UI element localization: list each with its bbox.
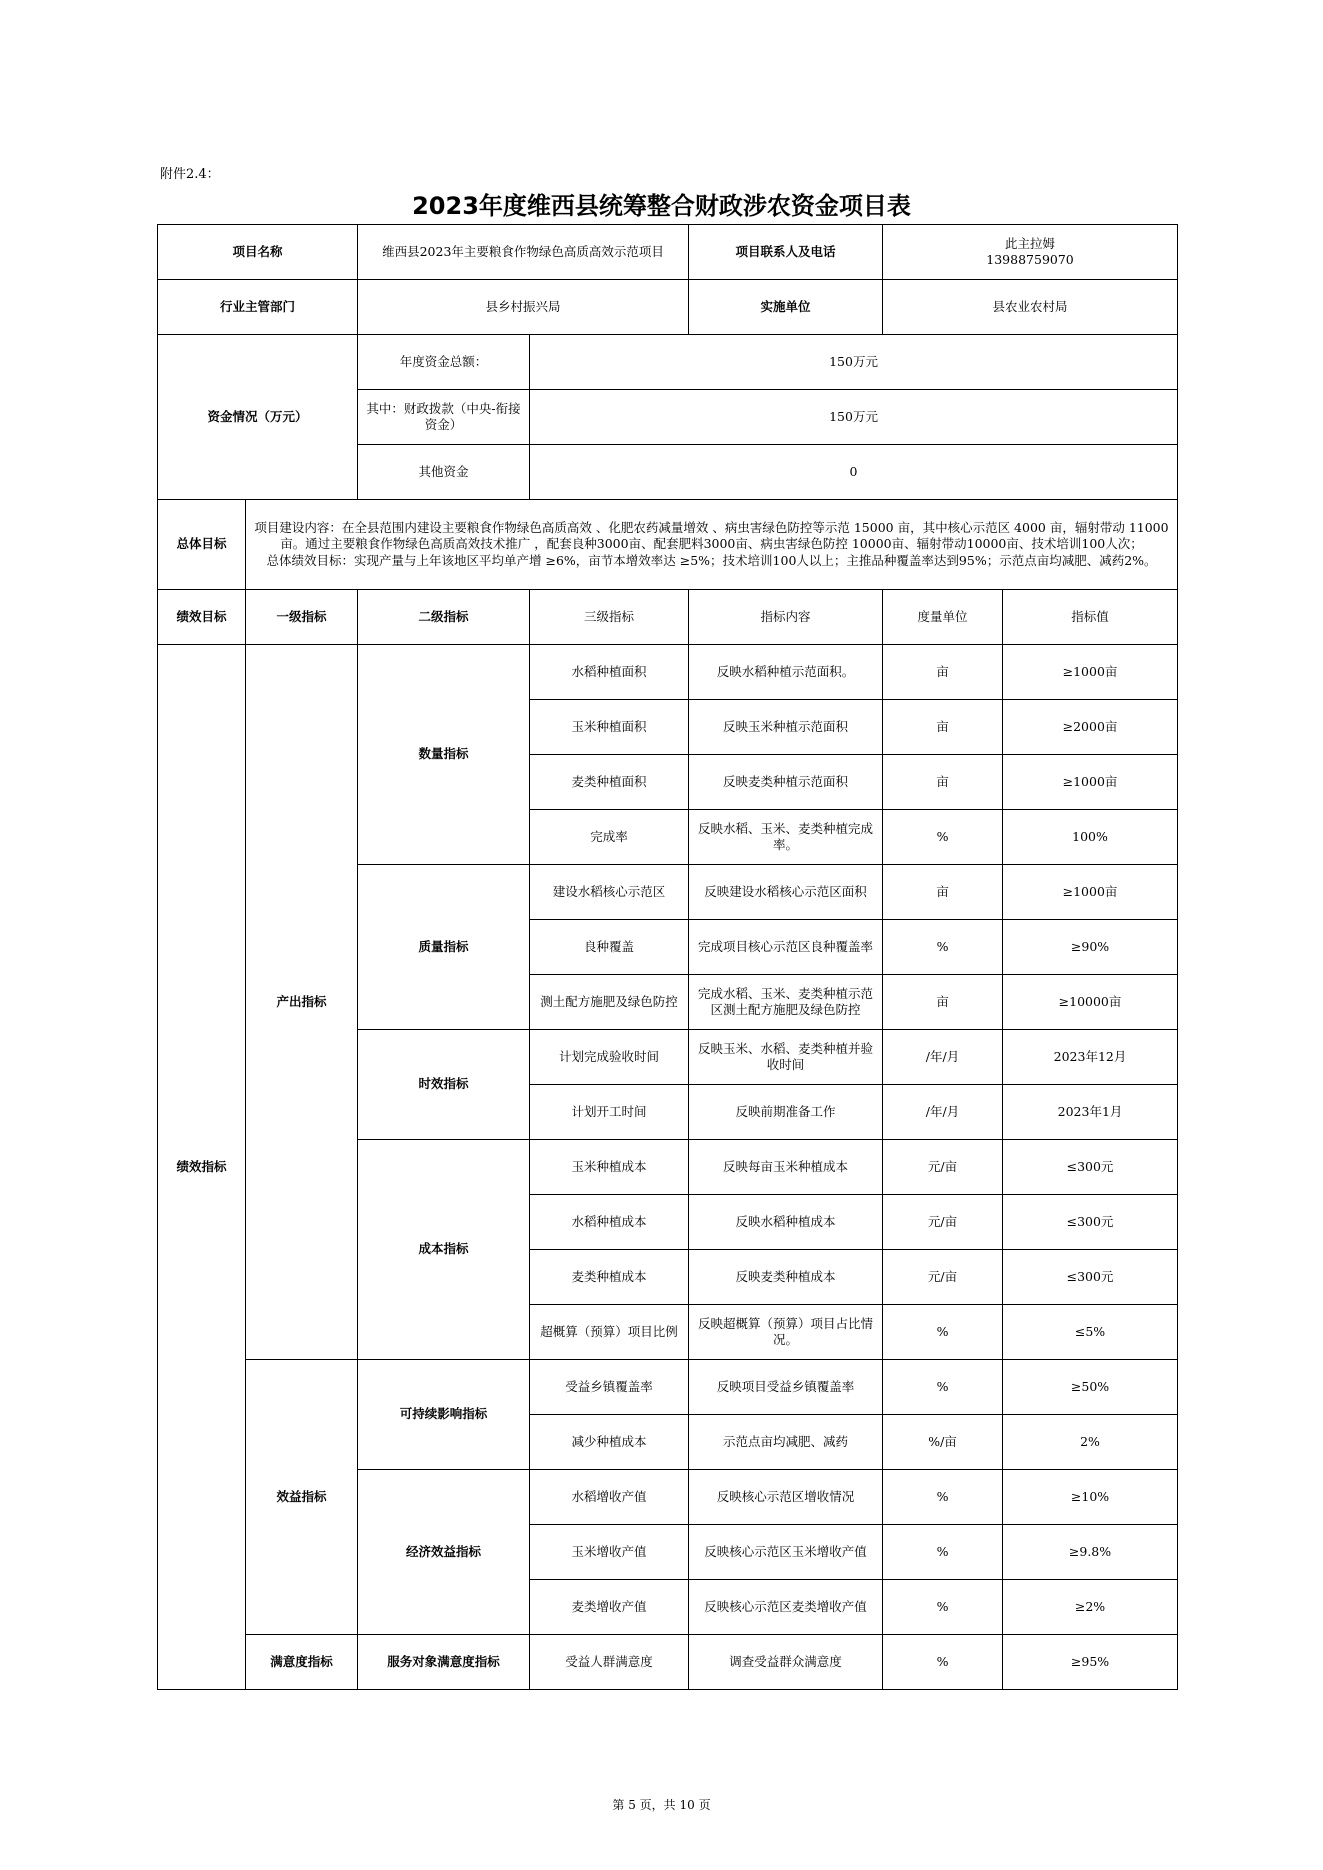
funds-other-label: 其他资金 [358, 445, 530, 500]
unit-cell: 亩 [883, 645, 1003, 700]
funds-total-label: 年度资金总额： [358, 335, 530, 390]
l3-cell: 玉米增收产值 [530, 1525, 689, 1580]
l3-cell: 计划开工时间 [530, 1085, 689, 1140]
dept-label: 行业主管部门 [158, 280, 358, 335]
l3-cell: 麦类种植面积 [530, 755, 689, 810]
l2-cost: 成本指标 [358, 1140, 530, 1360]
l3-cell: 超概算（预算）项目比例 [530, 1305, 689, 1360]
value-cell: 2023年12月 [1003, 1030, 1178, 1085]
content-cell: 反映玉米种植示范面积 [689, 700, 883, 755]
unit-cell: 元/亩 [883, 1140, 1003, 1195]
unit-cell: % [883, 1525, 1003, 1580]
content-cell: 完成项目核心示范区良种覆盖率 [689, 920, 883, 975]
funds-fiscal-value: 150万元 [530, 390, 1178, 445]
unit-cell: 亩 [883, 755, 1003, 810]
value-cell: ≥10000亩 [1003, 975, 1178, 1030]
unit-cell: % [883, 810, 1003, 865]
l3-cell: 测土配方施肥及绿色防控 [530, 975, 689, 1030]
content-cell: 示范点亩均减肥、减药 [689, 1415, 883, 1470]
l2-quality: 质量指标 [358, 865, 530, 1030]
l3-cell: 麦类增收产值 [530, 1580, 689, 1635]
goal-line2: 总体绩效目标：实现产量与上年该地区平均单产增 ≥6%，亩节本增效率达 ≥5%；技术培训100人以上；主推品种覆盖率达到95%；示范点亩均减肥、减药2%。 [266, 552, 1157, 568]
unit-cell: % [883, 920, 1003, 975]
value-cell: ≥1000亩 [1003, 865, 1178, 920]
l3-cell: 良种覆盖 [530, 920, 689, 975]
l3-cell: 完成率 [530, 810, 689, 865]
unit-cell: /年/月 [883, 1085, 1003, 1140]
contact-name: 此主拉姆 [1005, 235, 1056, 251]
value-cell: ≥2% [1003, 1580, 1178, 1635]
content-cell: 反映核心示范区玉米增收产值 [689, 1525, 883, 1580]
header-unit: 度量单位 [883, 590, 1003, 645]
project-name-label: 项目名称 [158, 225, 358, 280]
contact-value [883, 225, 1178, 280]
unit-cell: % [883, 1305, 1003, 1360]
header-level1: 一级指标 [246, 590, 358, 645]
content-cell: 反映建设水稻核心示范区面积 [689, 865, 883, 920]
header-perf-goal: 绩效目标 [158, 590, 246, 645]
project-name-value: 维西县2023年主要粮食作物绿色高质高效示范项目 [358, 225, 689, 280]
l2-timeliness: 时效指标 [358, 1030, 530, 1140]
header-value: 指标值 [1003, 590, 1178, 645]
l3-cell: 玉米种植成本 [530, 1140, 689, 1195]
l2-economic: 经济效益指标 [358, 1470, 530, 1635]
goal-content [246, 500, 1178, 590]
perf-indicator-label: 绩效指标 [158, 645, 246, 1690]
table-row [158, 1360, 1178, 1415]
content-cell: 调查受益群众满意度 [689, 1635, 883, 1690]
value-cell: 2% [1003, 1415, 1178, 1470]
unit-label: 实施单位 [689, 280, 883, 335]
unit-cell: 亩 [883, 865, 1003, 920]
l3-cell: 受益人群满意度 [530, 1635, 689, 1690]
content-cell: 反映水稻种植成本 [689, 1195, 883, 1250]
page-footer: 第 5 页，共 10 页 [612, 1798, 711, 1812]
unit-cell: %/亩 [883, 1415, 1003, 1470]
unit-cell: 元/亩 [883, 1195, 1003, 1250]
l3-cell: 水稻种植成本 [530, 1195, 689, 1250]
l3-cell: 建设水稻核心示范区 [530, 865, 689, 920]
content-cell: 反映麦类种植成本 [689, 1250, 883, 1305]
content-cell: 反映超概算（预算）项目占比情况。 [689, 1305, 883, 1360]
unit-cell: % [883, 1470, 1003, 1525]
content-cell: 反映项目受益乡镇覆盖率 [689, 1360, 883, 1415]
funds-fiscal-label: 其中：财政拨款（中央-衔接资金） [358, 390, 530, 445]
unit-cell: /年/月 [883, 1030, 1003, 1085]
content-cell: 反映水稻、玉米、麦类种植完成率。 [689, 810, 883, 865]
goal-label: 总体目标 [158, 500, 246, 590]
content-cell: 反映前期准备工作 [689, 1085, 883, 1140]
unit-cell: 亩 [883, 975, 1003, 1030]
content-cell: 反映每亩玉米种植成本 [689, 1140, 883, 1195]
value-cell: ≤300元 [1003, 1195, 1178, 1250]
l2-quantity: 数量指标 [358, 645, 530, 865]
content-cell: 完成水稻、玉米、麦类种植示范区测土配方施肥及绿色防控 [689, 975, 883, 1030]
unit-cell: % [883, 1360, 1003, 1415]
l2-service: 服务对象满意度指标 [358, 1635, 530, 1690]
l3-cell: 受益乡镇覆盖率 [530, 1360, 689, 1415]
value-cell: ≥2000亩 [1003, 700, 1178, 755]
header-level3: 三级指标 [530, 590, 689, 645]
value-cell: ≤300元 [1003, 1140, 1178, 1195]
value-cell: ≥9.8% [1003, 1525, 1178, 1580]
table-row [158, 1635, 1178, 1690]
l3-cell: 玉米种植面积 [530, 700, 689, 755]
funds-label: 资金情况（万元） [158, 335, 358, 500]
l1-benefit: 效益指标 [246, 1360, 358, 1635]
goal-line1: 项目建设内容：在全县范围内建设主要粮食作物绿色高质高效 、化肥农药减量增效 、病虫害绿色防控等示范 15000 亩，其中核心示范区 4000 亩，辐射带动 11000 亩。通过主要粮食作物绿色高质高效技术推广 ，配套良种3000亩、配套肥料3000亩、病虫害绿色防控 10000亩、辐射带动10000亩、技术培训100人次； [254, 520, 1169, 552]
contact-phone: 13988759070 [986, 252, 1074, 267]
unit-value: 县农业农村局 [883, 280, 1178, 335]
funds-other-value: 0 [530, 445, 1178, 500]
l3-cell: 计划完成验收时间 [530, 1030, 689, 1085]
value-cell: ≤5% [1003, 1305, 1178, 1360]
funds-total-value: 150万元 [530, 335, 1178, 390]
unit-cell: 元/亩 [883, 1250, 1003, 1305]
value-cell: ≥95% [1003, 1635, 1178, 1690]
l3-cell: 减少种植成本 [530, 1415, 689, 1470]
header-level2: 二级指标 [358, 590, 530, 645]
project-table [157, 224, 1178, 1690]
header-content: 指标内容 [689, 590, 883, 645]
unit-cell: % [883, 1635, 1003, 1690]
contact-label: 项目联系人及电话 [689, 225, 883, 280]
content-cell: 反映核心示范区麦类增收产值 [689, 1580, 883, 1635]
value-cell: ≤300元 [1003, 1250, 1178, 1305]
l1-satisfaction: 满意度指标 [246, 1635, 358, 1690]
content-cell: 反映玉米、水稻、麦类种植并验收时间 [689, 1030, 883, 1085]
l3-cell: 水稻种植面积 [530, 645, 689, 700]
unit-cell: % [883, 1580, 1003, 1635]
value-cell: ≥1000亩 [1003, 755, 1178, 810]
page-title: 2023年度维西县统筹整合财政涉农资金项目表 [412, 192, 911, 220]
value-cell: ≥50% [1003, 1360, 1178, 1415]
content-cell: 反映核心示范区增收情况 [689, 1470, 883, 1525]
content-cell: 反映水稻种植示范面积。 [689, 645, 883, 700]
content-cell: 反映麦类种植示范面积 [689, 755, 883, 810]
l1-output: 产出指标 [246, 645, 358, 1360]
value-cell: ≥1000亩 [1003, 645, 1178, 700]
l2-sustain: 可持续影响指标 [358, 1360, 530, 1470]
value-cell: 100% [1003, 810, 1178, 865]
l3-cell: 水稻增收产值 [530, 1470, 689, 1525]
table-row [158, 645, 1178, 700]
value-cell: 2023年1月 [1003, 1085, 1178, 1140]
l3-cell: 麦类种植成本 [530, 1250, 689, 1305]
value-cell: ≥10% [1003, 1470, 1178, 1525]
dept-value: 县乡村振兴局 [358, 280, 689, 335]
attachment-label: 附件2.4： [160, 167, 220, 182]
unit-cell: 亩 [883, 700, 1003, 755]
value-cell: ≥90% [1003, 920, 1178, 975]
